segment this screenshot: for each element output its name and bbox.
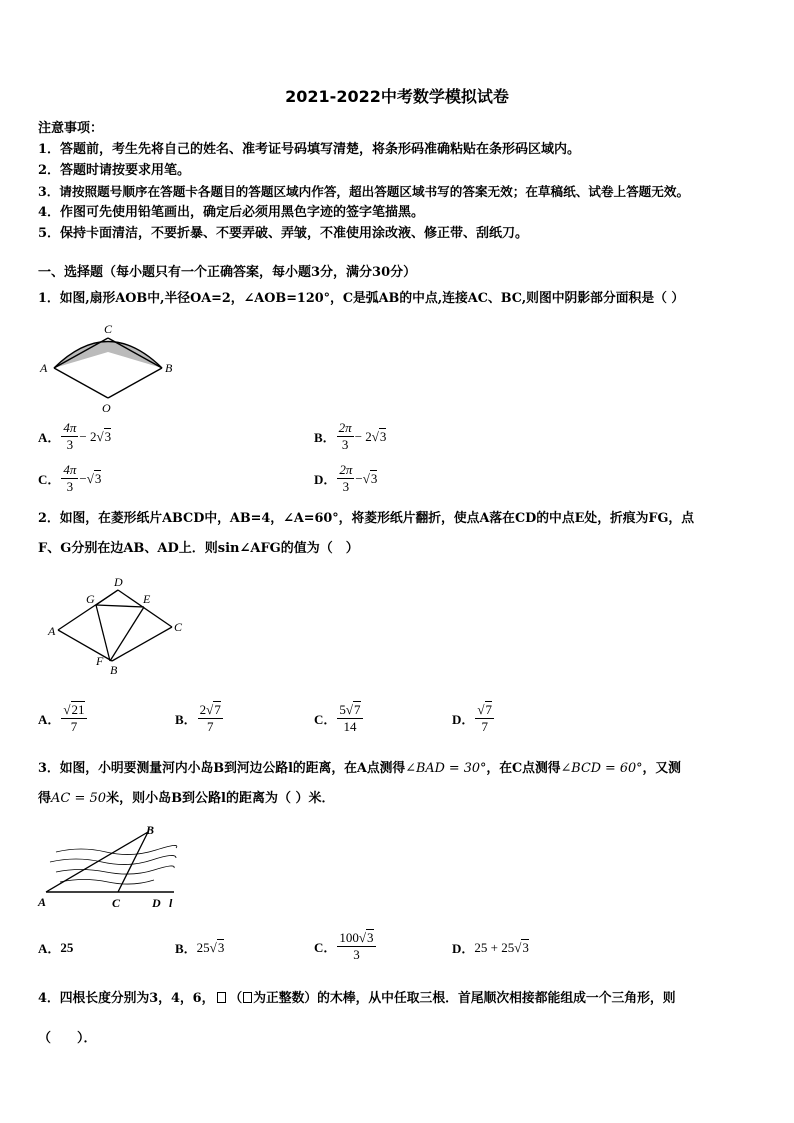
notice-heading: 注意事项： — [38, 121, 104, 136]
q3-label-c: C — [112, 896, 121, 910]
q2-label-f: F — [96, 654, 104, 668]
notice-item-3: 3．请按照题号顺序在答题卡各题目的答题区域内作答，超出答题区域书写的答案无效；在草稿纸、试卷上答题无效。 — [38, 184, 690, 199]
q1-option-a[interactable]: A． 4π 3 − 2 √ 3 — [38, 420, 112, 452]
q4-line1: 4．四根长度分别为3，4，6， （ 为正整数）的木棒，从中任取三根．首尾顺次相接都能组成一个三角形，则 — [38, 991, 676, 1006]
q3-option-b[interactable]: B． 25 √ 3 — [175, 939, 225, 956]
q2-label-g: G — [86, 592, 95, 606]
q1-label-a: A — [40, 361, 48, 375]
q1-option-d[interactable]: D． 2π 3 − √ 3 — [314, 462, 378, 494]
q2-label-d: D — [114, 575, 123, 589]
q2-label-e: E — [143, 592, 151, 606]
q3-label-l: l — [169, 896, 173, 910]
section-heading: 一、选择题（每小题只有一个正确答案，每小题3分，满分30分） — [38, 265, 417, 280]
placeholder-box-icon — [217, 992, 226, 1003]
page-title: 2021-2022中考数学模拟试卷 — [285, 87, 509, 106]
notice-item-2: 2．答题时请按要求用笔。 — [38, 163, 191, 178]
q1-option-c[interactable]: C． 4π 3 − √ 3 — [38, 462, 102, 494]
q2-option-d[interactable]: D． √7 7 — [452, 702, 493, 734]
q1-text: 1．如图,扇形AOB中,半径OA=2，∠AOB=120°，C是弧AB的中点,连接AC、BC,则图中阴影部分面积是（ ） — [38, 291, 685, 306]
q2-rhombus-figure — [44, 575, 194, 680]
q4-line2: （ ）． — [38, 1031, 97, 1046]
notice-item-1: 1．答题前，考生先将自己的姓名、准考证号码填写清楚，将条形码准确粘贴在条形码区域内。 — [38, 142, 581, 157]
q2-line1: 2．如图，在菱形纸片ABCD中，AB=4，∠A=60°，将菱形纸片翻折，使点A落在CD的中点E处，折痕为FG，点 — [38, 511, 694, 526]
notice-item-4: 4．作图可先使用铅笔画出，确定后必须用黑色字迹的签字笔描黑。 — [38, 205, 425, 220]
q2-line2: F、G分别在边AB、AD上．则sin∠AFG的值为（ ） — [38, 541, 359, 556]
q2-option-c[interactable]: C． 5√7 14 — [314, 702, 361, 734]
q1-label-b: B — [165, 361, 173, 375]
q3-option-a[interactable]: A． 25 — [38, 939, 74, 956]
q3-label-d: D — [152, 896, 161, 910]
q1-label-c: C — [104, 322, 113, 336]
q2-label-a: A — [48, 624, 56, 638]
q2-label-c: C — [174, 620, 183, 634]
q3-river-figure — [36, 822, 186, 912]
q1-label-o: O — [102, 401, 111, 415]
q3-option-c[interactable]: C． 100√3 3 — [314, 930, 374, 962]
q2-option-a[interactable]: A． √21 7 — [38, 702, 85, 734]
q3-option-d[interactable]: D． 25 + 25 √ 3 — [452, 939, 529, 956]
notice-item-5: 5．保持卡面清洁，不要折暴、不要弄破、弄皱，不准使用涂改液、修正带、刮纸刀。 — [38, 226, 529, 241]
placeholder-box-icon — [243, 992, 252, 1003]
q3-line2: 得AC = 50米，则小岛B到公路l的距离为（ ）米． — [38, 791, 335, 806]
q3-label-b: B — [146, 823, 155, 837]
q3-line1: 3．如图，小明要测量河内小岛B到河边公路l的距离，在A点测得∠BAD = 30°，在C点测得∠BCD = 60°，又测 — [38, 761, 681, 776]
q2-label-b: B — [110, 663, 118, 677]
q1-sector-figure — [36, 320, 186, 415]
q2-option-b[interactable]: B． 2√7 7 — [175, 702, 221, 734]
q3-label-a: A — [38, 895, 47, 909]
q1-option-b[interactable]: B． 2π 3 − 2 √ 3 — [314, 420, 387, 452]
